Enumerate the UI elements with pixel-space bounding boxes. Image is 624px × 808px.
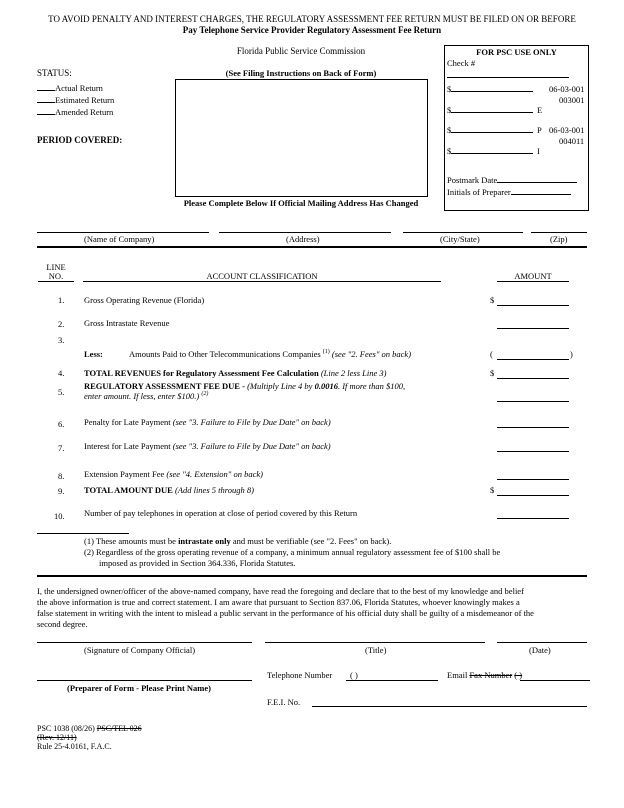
line-8-label: Extension Payment Fee (see "4. Extension" on back) xyxy=(84,469,263,479)
line-number: 1. xyxy=(58,295,65,305)
line-9-label: TOTAL AMOUNT DUE (Add lines 5 through 8) xyxy=(84,485,254,495)
footnote-2-cont: imposed as provided in Section 364.336, Florida Statutes. xyxy=(99,558,296,568)
date-field[interactable] xyxy=(497,642,587,643)
psc-row-2-suffix: E xyxy=(537,105,543,115)
line-3-amount-field[interactable] xyxy=(497,359,569,360)
attestation-line-4: second degree. xyxy=(37,619,88,629)
line-1-amount-field[interactable] xyxy=(497,305,569,306)
line-number: 4. xyxy=(58,368,65,378)
less-label: Less: xyxy=(84,349,103,359)
line-9-amount-field[interactable] xyxy=(497,495,569,496)
company-zip-field[interactable]: (Zip) xyxy=(550,234,568,244)
line-4-label: TOTAL REVENUES for Regulatory Assessment Fee Calculation (Line 2 less Line 3) xyxy=(84,368,387,378)
company-city-state-field[interactable]: (City/State) xyxy=(440,234,480,244)
psc-row-1: $ xyxy=(447,84,533,94)
line-3-label: Amounts Paid to Other Telecommunications Companies $^{(1)}$ (see "2. Fees" on back) xyxy=(129,349,412,359)
email-label: Email Fax Number ( ) xyxy=(447,670,523,680)
psc-row-3-suffix: P xyxy=(537,125,542,135)
date-label: (Date) xyxy=(529,645,551,655)
status-estimated-label: Estimated Return xyxy=(55,95,115,105)
line-7-amount-field[interactable] xyxy=(497,451,569,452)
status-amended-label: Amended Return xyxy=(55,107,114,117)
psc-row-2: $ xyxy=(447,105,533,115)
line-number: 3. xyxy=(58,335,65,345)
fei-field[interactable] xyxy=(312,706,587,707)
preparer-name-field[interactable] xyxy=(37,680,252,681)
psc-use-title: FOR PSC USE ONLY xyxy=(476,47,557,57)
official-signature-label: (Signature of Company Official) xyxy=(84,645,196,655)
check-number-label: Check # xyxy=(447,58,476,68)
telephone-field[interactable]: ( ) xyxy=(350,670,358,680)
line-number: 7. xyxy=(58,443,65,453)
line-8-amount-field[interactable] xyxy=(497,479,569,480)
telephone-label: Telephone Number xyxy=(267,670,333,680)
line-4-amount-field[interactable] xyxy=(497,378,569,379)
filing-warning: TO AVOID PENALTY AND INTEREST CHARGES, THE REGULATORY ASSESSMENT FEE RETURN MUST BE FILED ON OR BEFORE xyxy=(48,14,576,24)
dollar-sign: $ xyxy=(490,368,495,378)
postmark-date-label: Postmark Date xyxy=(447,175,577,185)
open-paren: ( xyxy=(490,349,493,359)
fei-label: F.E.I. No. xyxy=(267,697,301,707)
status-actual[interactable] xyxy=(37,83,103,93)
attestation-line-3: false statement in writing with the intent to mislead a public servant in the performance of his official duty shall be guilty of a misdemeanor of the xyxy=(37,608,534,618)
form-rule: Rule 25-4.0161, F.A.C. xyxy=(37,742,112,751)
title-label: (Title) xyxy=(365,645,387,655)
attestation-line-1: I, the undersigned owner/officer of the above-named company, have read the foregoing and declare that to the best of my knowledge and belief xyxy=(37,586,524,596)
status-estimated[interactable] xyxy=(37,95,114,105)
psc-use-box xyxy=(444,45,589,211)
line-5-label-cont: enter amount. If less, enter $100.) $^{(2)}$ xyxy=(84,391,209,401)
line-7-label: Interest for Late Payment (see "3. Failure to File by Due Date" on back) xyxy=(84,441,331,451)
line-5-label: REGULATORY ASSESSMENT FEE DUE - (Multiply Line 4 by 0.0016. If more than $100, xyxy=(84,381,406,391)
psc-row-4: $ xyxy=(447,146,533,156)
line-2-label: Gross Intrastate Revenue xyxy=(84,318,170,328)
filing-instructions: (See Filing Instructions on Back of Form) xyxy=(225,68,377,78)
line-2-amount-field[interactable] xyxy=(497,328,569,329)
address-change-note: Please Complete Below If Official Mailing Address Has Changed xyxy=(183,198,419,208)
amount-header: AMOUNT xyxy=(514,271,552,281)
footnote-1: (1) These amounts must be intrastate only and must be verifiable (see "2. Fees" on back). xyxy=(84,536,392,546)
dollar-sign: $ xyxy=(490,485,495,495)
status-label: STATUS: xyxy=(37,68,72,78)
official-signature-field[interactable] xyxy=(37,642,252,643)
line-1-label: Gross Operating Revenue (Florida) xyxy=(84,295,205,305)
close-paren: ) xyxy=(570,349,573,359)
status-actual-label: Actual Return xyxy=(55,83,103,93)
line-6-amount-field[interactable] xyxy=(497,427,569,428)
psc-row-4-suffix: I xyxy=(537,146,540,156)
psc-row-3-code: 06-03-001 xyxy=(549,125,585,135)
line-6-label: Penalty for Late Payment (see "3. Failure to File by Due Date" on back) xyxy=(84,417,331,427)
psc-row-3: $ xyxy=(447,125,533,135)
line-number: 5. xyxy=(58,387,65,397)
line-number: 2. xyxy=(58,319,65,329)
company-address-field[interactable]: (Address) xyxy=(286,234,320,244)
status-amended[interactable] xyxy=(37,107,113,117)
form-code: PSC 1038 (08/26) PSC/TEL 026 xyxy=(37,724,142,733)
psc-row-1-code: 06-03-001 xyxy=(549,84,585,94)
line-10-label: Number of pay telephones in operation at close of period covered by this Return xyxy=(84,508,358,518)
line-number: 9. xyxy=(58,486,65,496)
form-old-revision: (Rev. 12/11) xyxy=(37,733,77,742)
form-title: Pay Telephone Service Provider Regulatory Assessment Fee Return xyxy=(182,25,442,35)
period-covered-label: PERIOD COVERED: xyxy=(37,135,123,145)
line-5-amount-field[interactable] xyxy=(497,401,569,402)
company-name-field[interactable]: (Name of Company) xyxy=(84,234,155,244)
attestation-line-2: the above information is true and correct statement. I am aware that pursuant to Section 837.06, Florida Statutes, whoever knowingly makes a xyxy=(37,597,520,607)
account-classification-header: ACCOUNT CLASSIFICATION xyxy=(206,271,318,281)
mailing-address-box[interactable] xyxy=(175,79,428,197)
title-field[interactable] xyxy=(265,642,485,643)
line-number: 10. xyxy=(54,511,65,521)
psc-row-3-sub: 004011 xyxy=(559,136,585,146)
line-number: 8. xyxy=(58,471,65,481)
line-10-amount-field[interactable] xyxy=(497,518,569,519)
line-no-header-1: LINE xyxy=(46,262,66,272)
agency-name: Florida Public Service Commission xyxy=(236,46,366,56)
preparer-initials-label: Initials of Preparer xyxy=(447,187,571,197)
dollar-sign: $ xyxy=(490,295,495,305)
footnote-2: (2) Regardless of the gross operating revenue of a company, a minimum annual regulatory assessment fee of $100 shall be xyxy=(84,547,501,557)
line-number: 6. xyxy=(58,419,65,429)
line-no-header-2: NO. xyxy=(48,271,64,281)
email-field[interactable] xyxy=(520,680,590,681)
preparer-label: (Preparer of Form - Please Print Name) xyxy=(67,683,211,693)
psc-row-1-sub: 003001 xyxy=(559,95,585,105)
